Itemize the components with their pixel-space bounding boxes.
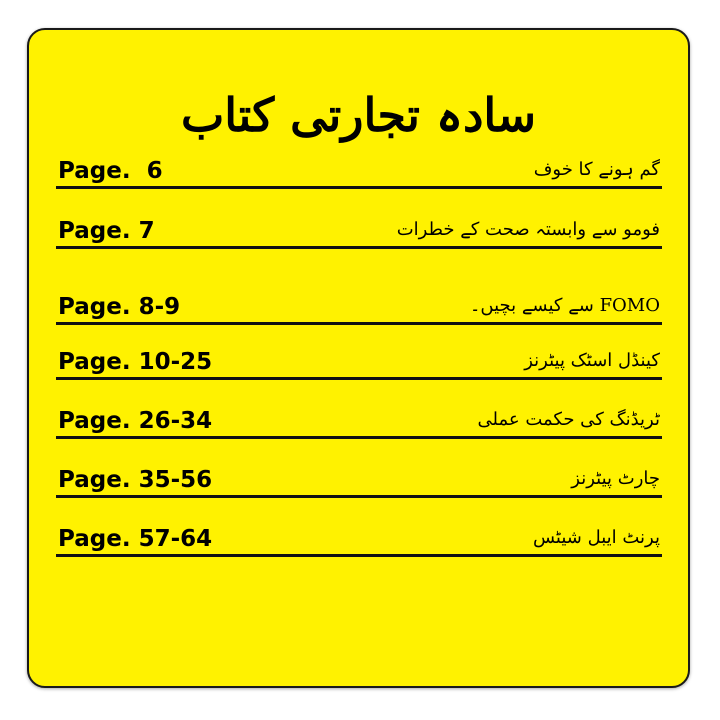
toc-row [56,150,662,186]
topic-title: پرنٹ ایبل شیٹس [532,527,660,548]
page-number: Page. 8-9 [58,294,181,320]
divider-line [56,436,662,439]
page-number: Page. 6 [58,158,163,184]
page-number: Page. 57-64 [58,526,213,552]
toc-row [56,286,662,322]
topic-title: کینڈل اسٹک پیٹرنز [524,350,660,371]
page-number: Page. 7 [58,218,155,244]
book-title: سادہ تجارتی کتاب [181,88,536,142]
page-number: Page. 35-56 [58,467,213,493]
toc-row [56,400,662,436]
divider-line [56,186,662,189]
page-number: Page. 10-25 [58,349,213,375]
divider-line [56,495,662,498]
divider-line [56,322,662,325]
divider-line [56,554,662,557]
topic-title: FOMO سے کیسے بچیں۔ [469,295,660,316]
topic-title: فومو سے وابستہ صحت کے خطرات [396,219,660,240]
toc-row [56,518,662,554]
topic-title: ٹریڈنگ کی حکمت عملی [477,409,660,430]
toc-row [56,341,662,377]
divider-line [56,246,662,249]
divider-line [56,377,662,380]
topic-title: گم ہونے کا خوف [533,159,660,180]
toc-row [56,210,662,246]
toc-row [56,459,662,495]
page-number: Page. 26-34 [58,408,213,434]
topic-title: چارٹ پیٹرنز [571,468,660,489]
